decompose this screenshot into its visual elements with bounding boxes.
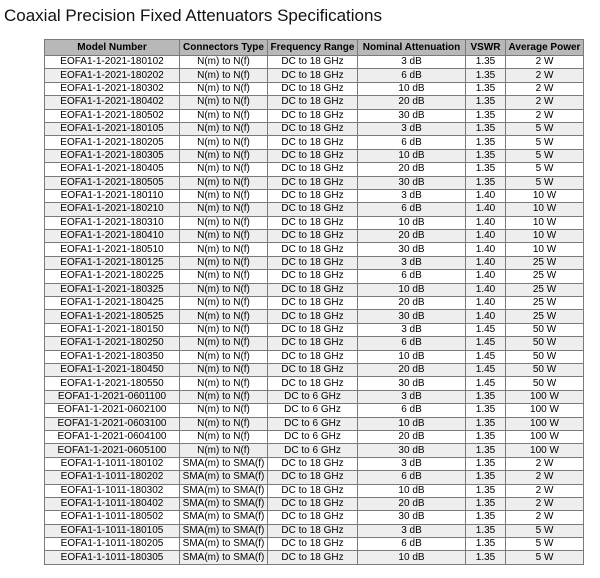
average-power-cell: 2 W (506, 471, 584, 484)
frequency-range-cell: DC to 18 GHz (268, 377, 358, 390)
connectors-type-cell: N(m) to N(f) (180, 350, 268, 363)
table-row (45, 471, 584, 484)
connectors-type-cell: N(m) to N(f) (180, 256, 268, 269)
average-power-cell: 5 W (506, 136, 584, 149)
nominal-attenuation-cell: 30 dB (358, 511, 466, 524)
frequency-range-cell: DC to 18 GHz (268, 149, 358, 162)
average-power-cell: 10 W (506, 216, 584, 229)
table-row (45, 243, 584, 256)
frequency-range-cell: DC to 18 GHz (268, 82, 358, 95)
frequency-range-cell: DC to 18 GHz (268, 511, 358, 524)
model-number-cell: EOFA1-1-2021-180302 (45, 82, 180, 95)
frequency-range-cell: DC to 18 GHz (268, 484, 358, 497)
frequency-range-cell: DC to 6 GHz (268, 404, 358, 417)
vswr-cell: 1.35 (466, 524, 506, 537)
frequency-range-cell: DC to 18 GHz (268, 69, 358, 82)
average-power-cell: 50 W (506, 363, 584, 376)
vswr-cell: 1.35 (466, 484, 506, 497)
nominal-attenuation-cell: 20 dB (358, 230, 466, 243)
connectors-type-cell: N(m) to N(f) (180, 363, 268, 376)
table-row (45, 417, 584, 430)
vswr-cell: 1.40 (466, 256, 506, 269)
vswr-cell: 1.45 (466, 350, 506, 363)
vswr-cell: 1.35 (466, 176, 506, 189)
vswr-cell: 1.35 (466, 444, 506, 457)
table-row (45, 270, 584, 283)
average-power-cell: 2 W (506, 82, 584, 95)
average-power-cell: 50 W (506, 350, 584, 363)
average-power-cell: 5 W (506, 551, 584, 564)
col-header-nominal-attenuation: Nominal Attenuation (358, 40, 466, 56)
nominal-attenuation-cell: 10 dB (358, 350, 466, 363)
average-power-cell: 100 W (506, 430, 584, 443)
nominal-attenuation-cell: 30 dB (358, 176, 466, 189)
connectors-type-cell: N(m) to N(f) (180, 216, 268, 229)
average-power-cell: 2 W (506, 109, 584, 122)
average-power-cell: 2 W (506, 69, 584, 82)
vswr-cell: 1.35 (466, 122, 506, 135)
vswr-cell: 1.45 (466, 377, 506, 390)
average-power-cell: 100 W (506, 417, 584, 430)
connectors-type-cell: N(m) to N(f) (180, 163, 268, 176)
frequency-range-cell: DC to 6 GHz (268, 430, 358, 443)
vswr-cell: 1.35 (466, 136, 506, 149)
vswr-cell: 1.35 (466, 56, 506, 69)
nominal-attenuation-cell: 10 dB (358, 283, 466, 296)
col-header-average-power: Average Power (506, 40, 584, 56)
nominal-attenuation-cell: 6 dB (358, 337, 466, 350)
average-power-cell: 2 W (506, 56, 584, 69)
average-power-cell: 10 W (506, 189, 584, 202)
nominal-attenuation-cell: 10 dB (358, 417, 466, 430)
connectors-type-cell: N(m) to N(f) (180, 96, 268, 109)
model-number-cell: EOFA1-1-2021-180105 (45, 122, 180, 135)
connectors-type-cell: SMA(m) to SMA(f) (180, 551, 268, 564)
table-row (45, 337, 584, 350)
table-row (45, 96, 584, 109)
table-row (45, 323, 584, 336)
frequency-range-cell: DC to 18 GHz (268, 136, 358, 149)
frequency-range-cell: DC to 18 GHz (268, 230, 358, 243)
table-row (45, 511, 584, 524)
model-number-cell: EOFA1-1-2021-180250 (45, 337, 180, 350)
table-row (45, 256, 584, 269)
nominal-attenuation-cell: 20 dB (358, 297, 466, 310)
nominal-attenuation-cell: 30 dB (358, 109, 466, 122)
table-row (45, 524, 584, 537)
model-number-cell: EOFA1-1-1011-180102 (45, 457, 180, 470)
average-power-cell: 25 W (506, 297, 584, 310)
table-row (45, 56, 584, 69)
nominal-attenuation-cell: 30 dB (358, 377, 466, 390)
vswr-cell: 1.35 (466, 163, 506, 176)
connectors-type-cell: N(m) to N(f) (180, 176, 268, 189)
table-row (45, 404, 584, 417)
table-row (45, 350, 584, 363)
frequency-range-cell: DC to 18 GHz (268, 56, 358, 69)
frequency-range-cell: DC to 18 GHz (268, 350, 358, 363)
table-row (45, 189, 584, 202)
vswr-cell: 1.35 (466, 497, 506, 510)
vswr-cell: 1.45 (466, 337, 506, 350)
connectors-type-cell: N(m) to N(f) (180, 404, 268, 417)
frequency-range-cell: DC to 18 GHz (268, 189, 358, 202)
connectors-type-cell: N(m) to N(f) (180, 310, 268, 323)
average-power-cell: 25 W (506, 256, 584, 269)
frequency-range-cell: DC to 18 GHz (268, 96, 358, 109)
table-body (45, 56, 584, 565)
model-number-cell: EOFA1-1-2021-0603100 (45, 417, 180, 430)
table-row (45, 136, 584, 149)
model-number-cell: EOFA1-1-2021-180405 (45, 163, 180, 176)
average-power-cell: 10 W (506, 203, 584, 216)
average-power-cell: 2 W (506, 511, 584, 524)
model-number-cell: EOFA1-1-2021-0602100 (45, 404, 180, 417)
frequency-range-cell: DC to 18 GHz (268, 122, 358, 135)
frequency-range-cell: DC to 18 GHz (268, 363, 358, 376)
model-number-cell: EOFA1-1-2021-0605100 (45, 444, 180, 457)
nominal-attenuation-cell: 10 dB (358, 216, 466, 229)
model-number-cell: EOFA1-1-2021-180510 (45, 243, 180, 256)
col-header-model-number: Model Number (45, 40, 180, 56)
frequency-range-cell: DC to 18 GHz (268, 551, 358, 564)
model-number-cell: EOFA1-1-2021-180202 (45, 69, 180, 82)
average-power-cell: 25 W (506, 310, 584, 323)
connectors-type-cell: SMA(m) to SMA(f) (180, 538, 268, 551)
table-row (45, 551, 584, 564)
table-row (45, 538, 584, 551)
table-row (45, 230, 584, 243)
vswr-cell: 1.35 (466, 390, 506, 403)
table-row (45, 430, 584, 443)
frequency-range-cell: DC to 6 GHz (268, 417, 358, 430)
frequency-range-cell: DC to 18 GHz (268, 471, 358, 484)
vswr-cell: 1.40 (466, 203, 506, 216)
average-power-cell: 5 W (506, 538, 584, 551)
nominal-attenuation-cell: 6 dB (358, 203, 466, 216)
model-number-cell: EOFA1-1-2021-180305 (45, 149, 180, 162)
nominal-attenuation-cell: 6 dB (358, 136, 466, 149)
nominal-attenuation-cell: 6 dB (358, 471, 466, 484)
table-row (45, 310, 584, 323)
vswr-cell: 1.35 (466, 511, 506, 524)
model-number-cell: EOFA1-1-2021-180150 (45, 323, 180, 336)
table-header (45, 40, 584, 56)
average-power-cell: 10 W (506, 243, 584, 256)
nominal-attenuation-cell: 3 dB (358, 56, 466, 69)
connectors-type-cell: SMA(m) to SMA(f) (180, 484, 268, 497)
frequency-range-cell: DC to 18 GHz (268, 538, 358, 551)
model-number-cell: EOFA1-1-1011-180502 (45, 511, 180, 524)
model-number-cell: EOFA1-1-2021-180125 (45, 256, 180, 269)
model-number-cell: EOFA1-1-1011-180205 (45, 538, 180, 551)
nominal-attenuation-cell: 10 dB (358, 149, 466, 162)
vswr-cell: 1.35 (466, 96, 506, 109)
nominal-attenuation-cell: 3 dB (358, 457, 466, 470)
average-power-cell: 25 W (506, 283, 584, 296)
average-power-cell: 100 W (506, 444, 584, 457)
model-number-cell: EOFA1-1-2021-0601100 (45, 390, 180, 403)
average-power-cell: 2 W (506, 484, 584, 497)
table-row (45, 203, 584, 216)
average-power-cell: 2 W (506, 497, 584, 510)
connectors-type-cell: N(m) to N(f) (180, 122, 268, 135)
connectors-type-cell: N(m) to N(f) (180, 149, 268, 162)
vswr-cell: 1.35 (466, 417, 506, 430)
nominal-attenuation-cell: 20 dB (358, 96, 466, 109)
frequency-range-cell: DC to 18 GHz (268, 256, 358, 269)
average-power-cell: 2 W (506, 96, 584, 109)
vswr-cell: 1.35 (466, 149, 506, 162)
average-power-cell: 50 W (506, 377, 584, 390)
frequency-range-cell: DC to 18 GHz (268, 176, 358, 189)
connectors-type-cell: SMA(m) to SMA(f) (180, 471, 268, 484)
model-number-cell: EOFA1-1-2021-180225 (45, 270, 180, 283)
average-power-cell: 25 W (506, 270, 584, 283)
nominal-attenuation-cell: 6 dB (358, 538, 466, 551)
table-row (45, 484, 584, 497)
connectors-type-cell: N(m) to N(f) (180, 109, 268, 122)
frequency-range-cell: DC to 18 GHz (268, 283, 358, 296)
table-row (45, 497, 584, 510)
table-row (45, 82, 584, 95)
frequency-range-cell: DC to 18 GHz (268, 270, 358, 283)
vswr-cell: 1.35 (466, 109, 506, 122)
nominal-attenuation-cell: 10 dB (358, 82, 466, 95)
connectors-type-cell: SMA(m) to SMA(f) (180, 497, 268, 510)
average-power-cell: 50 W (506, 337, 584, 350)
nominal-attenuation-cell: 6 dB (358, 69, 466, 82)
vswr-cell: 1.40 (466, 297, 506, 310)
average-power-cell: 100 W (506, 404, 584, 417)
vswr-cell: 1.40 (466, 216, 506, 229)
frequency-range-cell: DC to 6 GHz (268, 444, 358, 457)
frequency-range-cell: DC to 6 GHz (268, 390, 358, 403)
vswr-cell: 1.35 (466, 430, 506, 443)
model-number-cell: EOFA1-1-2021-180450 (45, 363, 180, 376)
vswr-cell: 1.40 (466, 230, 506, 243)
vswr-cell: 1.40 (466, 270, 506, 283)
table-row (45, 377, 584, 390)
frequency-range-cell: DC to 18 GHz (268, 337, 358, 350)
table-row (45, 163, 584, 176)
model-number-cell: EOFA1-1-2021-180110 (45, 189, 180, 202)
average-power-cell: 5 W (506, 122, 584, 135)
vswr-cell: 1.35 (466, 82, 506, 95)
nominal-attenuation-cell: 20 dB (358, 430, 466, 443)
header-row (45, 40, 584, 56)
nominal-attenuation-cell: 6 dB (358, 404, 466, 417)
vswr-cell: 1.40 (466, 283, 506, 296)
connectors-type-cell: N(m) to N(f) (180, 136, 268, 149)
connectors-type-cell: N(m) to N(f) (180, 189, 268, 202)
vswr-cell: 1.45 (466, 363, 506, 376)
connectors-type-cell: N(m) to N(f) (180, 337, 268, 350)
average-power-cell: 50 W (506, 323, 584, 336)
connectors-type-cell: N(m) to N(f) (180, 283, 268, 296)
frequency-range-cell: DC to 18 GHz (268, 243, 358, 256)
connectors-type-cell: SMA(m) to SMA(f) (180, 457, 268, 470)
col-header-connectors-type: Connectors Type (180, 40, 268, 56)
average-power-cell: 5 W (506, 176, 584, 189)
nominal-attenuation-cell: 20 dB (358, 497, 466, 510)
frequency-range-cell: DC to 18 GHz (268, 497, 358, 510)
frequency-range-cell: DC to 18 GHz (268, 109, 358, 122)
connectors-type-cell: N(m) to N(f) (180, 230, 268, 243)
model-number-cell: EOFA1-1-1011-180202 (45, 471, 180, 484)
connectors-type-cell: N(m) to N(f) (180, 270, 268, 283)
connectors-type-cell: SMA(m) to SMA(f) (180, 511, 268, 524)
average-power-cell: 10 W (506, 230, 584, 243)
vswr-cell: 1.40 (466, 243, 506, 256)
average-power-cell: 5 W (506, 524, 584, 537)
nominal-attenuation-cell: 30 dB (358, 243, 466, 256)
nominal-attenuation-cell: 3 dB (358, 122, 466, 135)
vswr-cell: 1.35 (466, 471, 506, 484)
connectors-type-cell: N(m) to N(f) (180, 56, 268, 69)
frequency-range-cell: DC to 18 GHz (268, 457, 358, 470)
model-number-cell: EOFA1-1-2021-180410 (45, 230, 180, 243)
model-number-cell: EOFA1-1-2021-180210 (45, 203, 180, 216)
nominal-attenuation-cell: 20 dB (358, 163, 466, 176)
model-number-cell: EOFA1-1-2021-180402 (45, 96, 180, 109)
model-number-cell: EOFA1-1-1011-180402 (45, 497, 180, 510)
connectors-type-cell: N(m) to N(f) (180, 390, 268, 403)
table-row (45, 390, 584, 403)
vswr-cell: 1.35 (466, 538, 506, 551)
vswr-cell: 1.35 (466, 457, 506, 470)
connectors-type-cell: N(m) to N(f) (180, 69, 268, 82)
connectors-type-cell: N(m) to N(f) (180, 444, 268, 457)
nominal-attenuation-cell: 3 dB (358, 390, 466, 403)
vswr-cell: 1.40 (466, 189, 506, 202)
model-number-cell: EOFA1-1-2021-180325 (45, 283, 180, 296)
average-power-cell: 5 W (506, 149, 584, 162)
vswr-cell: 1.45 (466, 323, 506, 336)
table-row (45, 444, 584, 457)
nominal-attenuation-cell: 30 dB (358, 310, 466, 323)
model-number-cell: EOFA1-1-2021-180525 (45, 310, 180, 323)
table-row (45, 69, 584, 82)
nominal-attenuation-cell: 10 dB (358, 551, 466, 564)
frequency-range-cell: DC to 18 GHz (268, 163, 358, 176)
table-row (45, 457, 584, 470)
connectors-type-cell: N(m) to N(f) (180, 82, 268, 95)
model-number-cell: EOFA1-1-2021-180102 (45, 56, 180, 69)
col-header-vswr: VSWR (466, 40, 506, 56)
model-number-cell: EOFA1-1-2021-180310 (45, 216, 180, 229)
frequency-range-cell: DC to 18 GHz (268, 203, 358, 216)
table-row (45, 149, 584, 162)
vswr-cell: 1.40 (466, 310, 506, 323)
table-row (45, 176, 584, 189)
frequency-range-cell: DC to 18 GHz (268, 524, 358, 537)
connectors-type-cell: N(m) to N(f) (180, 323, 268, 336)
page-title: Coaxial Precision Fixed Attenuators Specifications (4, 6, 382, 25)
table-row (45, 216, 584, 229)
table-row (45, 297, 584, 310)
model-number-cell: EOFA1-1-2021-180350 (45, 350, 180, 363)
nominal-attenuation-cell: 3 dB (358, 189, 466, 202)
frequency-range-cell: DC to 18 GHz (268, 216, 358, 229)
nominal-attenuation-cell: 30 dB (358, 444, 466, 457)
average-power-cell: 2 W (506, 457, 584, 470)
model-number-cell: EOFA1-1-1011-180302 (45, 484, 180, 497)
frequency-range-cell: DC to 18 GHz (268, 297, 358, 310)
vswr-cell: 1.35 (466, 404, 506, 417)
frequency-range-cell: DC to 18 GHz (268, 323, 358, 336)
spec-table (44, 39, 584, 565)
model-number-cell: EOFA1-1-2021-180425 (45, 297, 180, 310)
vswr-cell: 1.35 (466, 69, 506, 82)
connectors-type-cell: N(m) to N(f) (180, 297, 268, 310)
table-row (45, 283, 584, 296)
nominal-attenuation-cell: 6 dB (358, 270, 466, 283)
model-number-cell: EOFA1-1-1011-180105 (45, 524, 180, 537)
frequency-range-cell: DC to 18 GHz (268, 310, 358, 323)
average-power-cell: 5 W (506, 163, 584, 176)
connectors-type-cell: N(m) to N(f) (180, 203, 268, 216)
vswr-cell: 1.35 (466, 551, 506, 564)
connectors-type-cell: N(m) to N(f) (180, 243, 268, 256)
table-row (45, 363, 584, 376)
table-row (45, 122, 584, 135)
model-number-cell: EOFA1-1-2021-180550 (45, 377, 180, 390)
nominal-attenuation-cell: 3 dB (358, 256, 466, 269)
nominal-attenuation-cell: 3 dB (358, 524, 466, 537)
average-power-cell: 100 W (506, 390, 584, 403)
connectors-type-cell: N(m) to N(f) (180, 377, 268, 390)
nominal-attenuation-cell: 20 dB (358, 363, 466, 376)
table-row (45, 109, 584, 122)
model-number-cell: EOFA1-1-2021-180205 (45, 136, 180, 149)
nominal-attenuation-cell: 10 dB (358, 484, 466, 497)
nominal-attenuation-cell: 3 dB (358, 323, 466, 336)
connectors-type-cell: SMA(m) to SMA(f) (180, 524, 268, 537)
model-number-cell: EOFA1-1-2021-180502 (45, 109, 180, 122)
connectors-type-cell: N(m) to N(f) (180, 417, 268, 430)
col-header-frequency-range: Frequency Range (268, 40, 358, 56)
model-number-cell: EOFA1-1-2021-180505 (45, 176, 180, 189)
model-number-cell: EOFA1-1-2021-0604100 (45, 430, 180, 443)
model-number-cell: EOFA1-1-1011-180305 (45, 551, 180, 564)
connectors-type-cell: N(m) to N(f) (180, 430, 268, 443)
